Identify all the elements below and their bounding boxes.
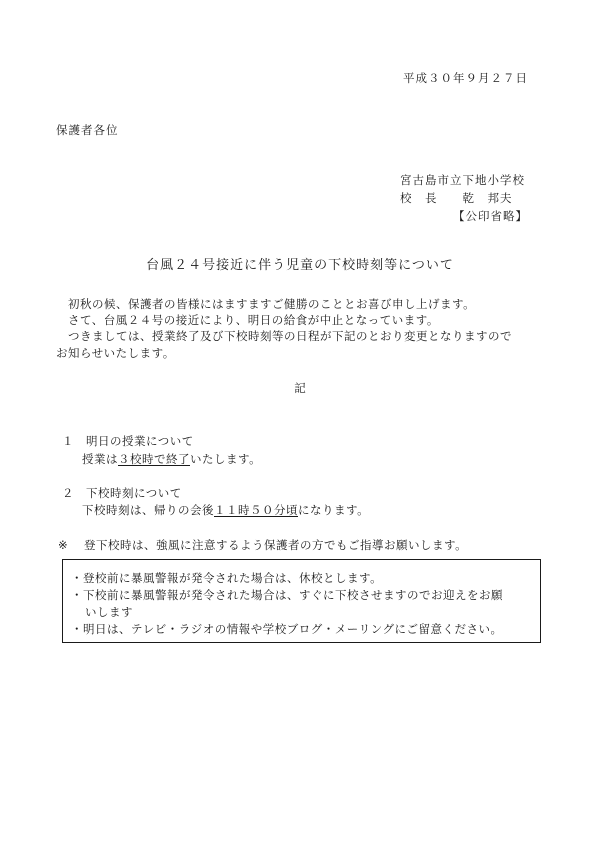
item-2-pre: 下校時刻は、帰りの会後	[82, 503, 214, 517]
principal-name: 校 長 乾 邦夫	[400, 191, 513, 205]
box-line-before-dismissal: ・下校前に暴風警報が発令された場合は、すぐに下校させますのでお迎えをお願	[71, 588, 503, 602]
body-line-greeting: 初秋の候、保護者の皆様にはますますご健勝のこととお喜び申し上げます。	[68, 297, 476, 311]
recipient: 保護者各位	[56, 123, 119, 137]
school-name: 宮古島市立下地小学校	[400, 173, 525, 187]
item-2-emphasis: １１時５０分頃	[214, 503, 298, 517]
reference-mark: ※	[58, 538, 69, 552]
item-1-pre: 授業は	[82, 452, 118, 466]
ki-heading: 記	[294, 381, 306, 395]
safety-note	[58, 537, 467, 553]
box-line-before-school: ・登校前に暴風警報が発令された場合は、休校とします。	[71, 571, 383, 585]
item-2-body	[82, 502, 369, 518]
safety-note-text: 登下校時は、強風に注意するよう保護者の方でもご指導お願いします。	[84, 538, 468, 552]
item-2-post: になります。	[298, 503, 370, 517]
issue-date: 平成３０年９月２７日	[403, 71, 528, 85]
body-line-typhoon: さて、台風２４号の接近により、明日の給食が中止となっています。	[68, 313, 439, 327]
warning-info-box	[62, 559, 541, 643]
seal-omitted-note: 【公印省略】	[453, 209, 528, 223]
box-line-before-dismissal-cont: いします	[85, 605, 133, 619]
item-1-emphasis: ３校時で終了	[118, 452, 190, 466]
body-line-schedule-cont: お知らせいたします。	[56, 346, 175, 360]
item-1-heading: １ 明日の授業について	[62, 434, 194, 448]
box-line-information: ・明日は、テレビ・ラジオの情報や学校ブログ・メーリングにご留意ください。	[71, 622, 503, 636]
document-title: 台風２４号接近に伴う児童の下校時刻等について	[146, 258, 454, 273]
body-line-schedule: つきましては、授業終了及び下校時刻等の日程が下記のとおり変更となりますので	[68, 329, 512, 343]
item-1-body	[82, 451, 261, 467]
item-2-heading: ２ 下校時刻について	[62, 486, 182, 500]
item-1-post: いたします。	[190, 452, 262, 466]
